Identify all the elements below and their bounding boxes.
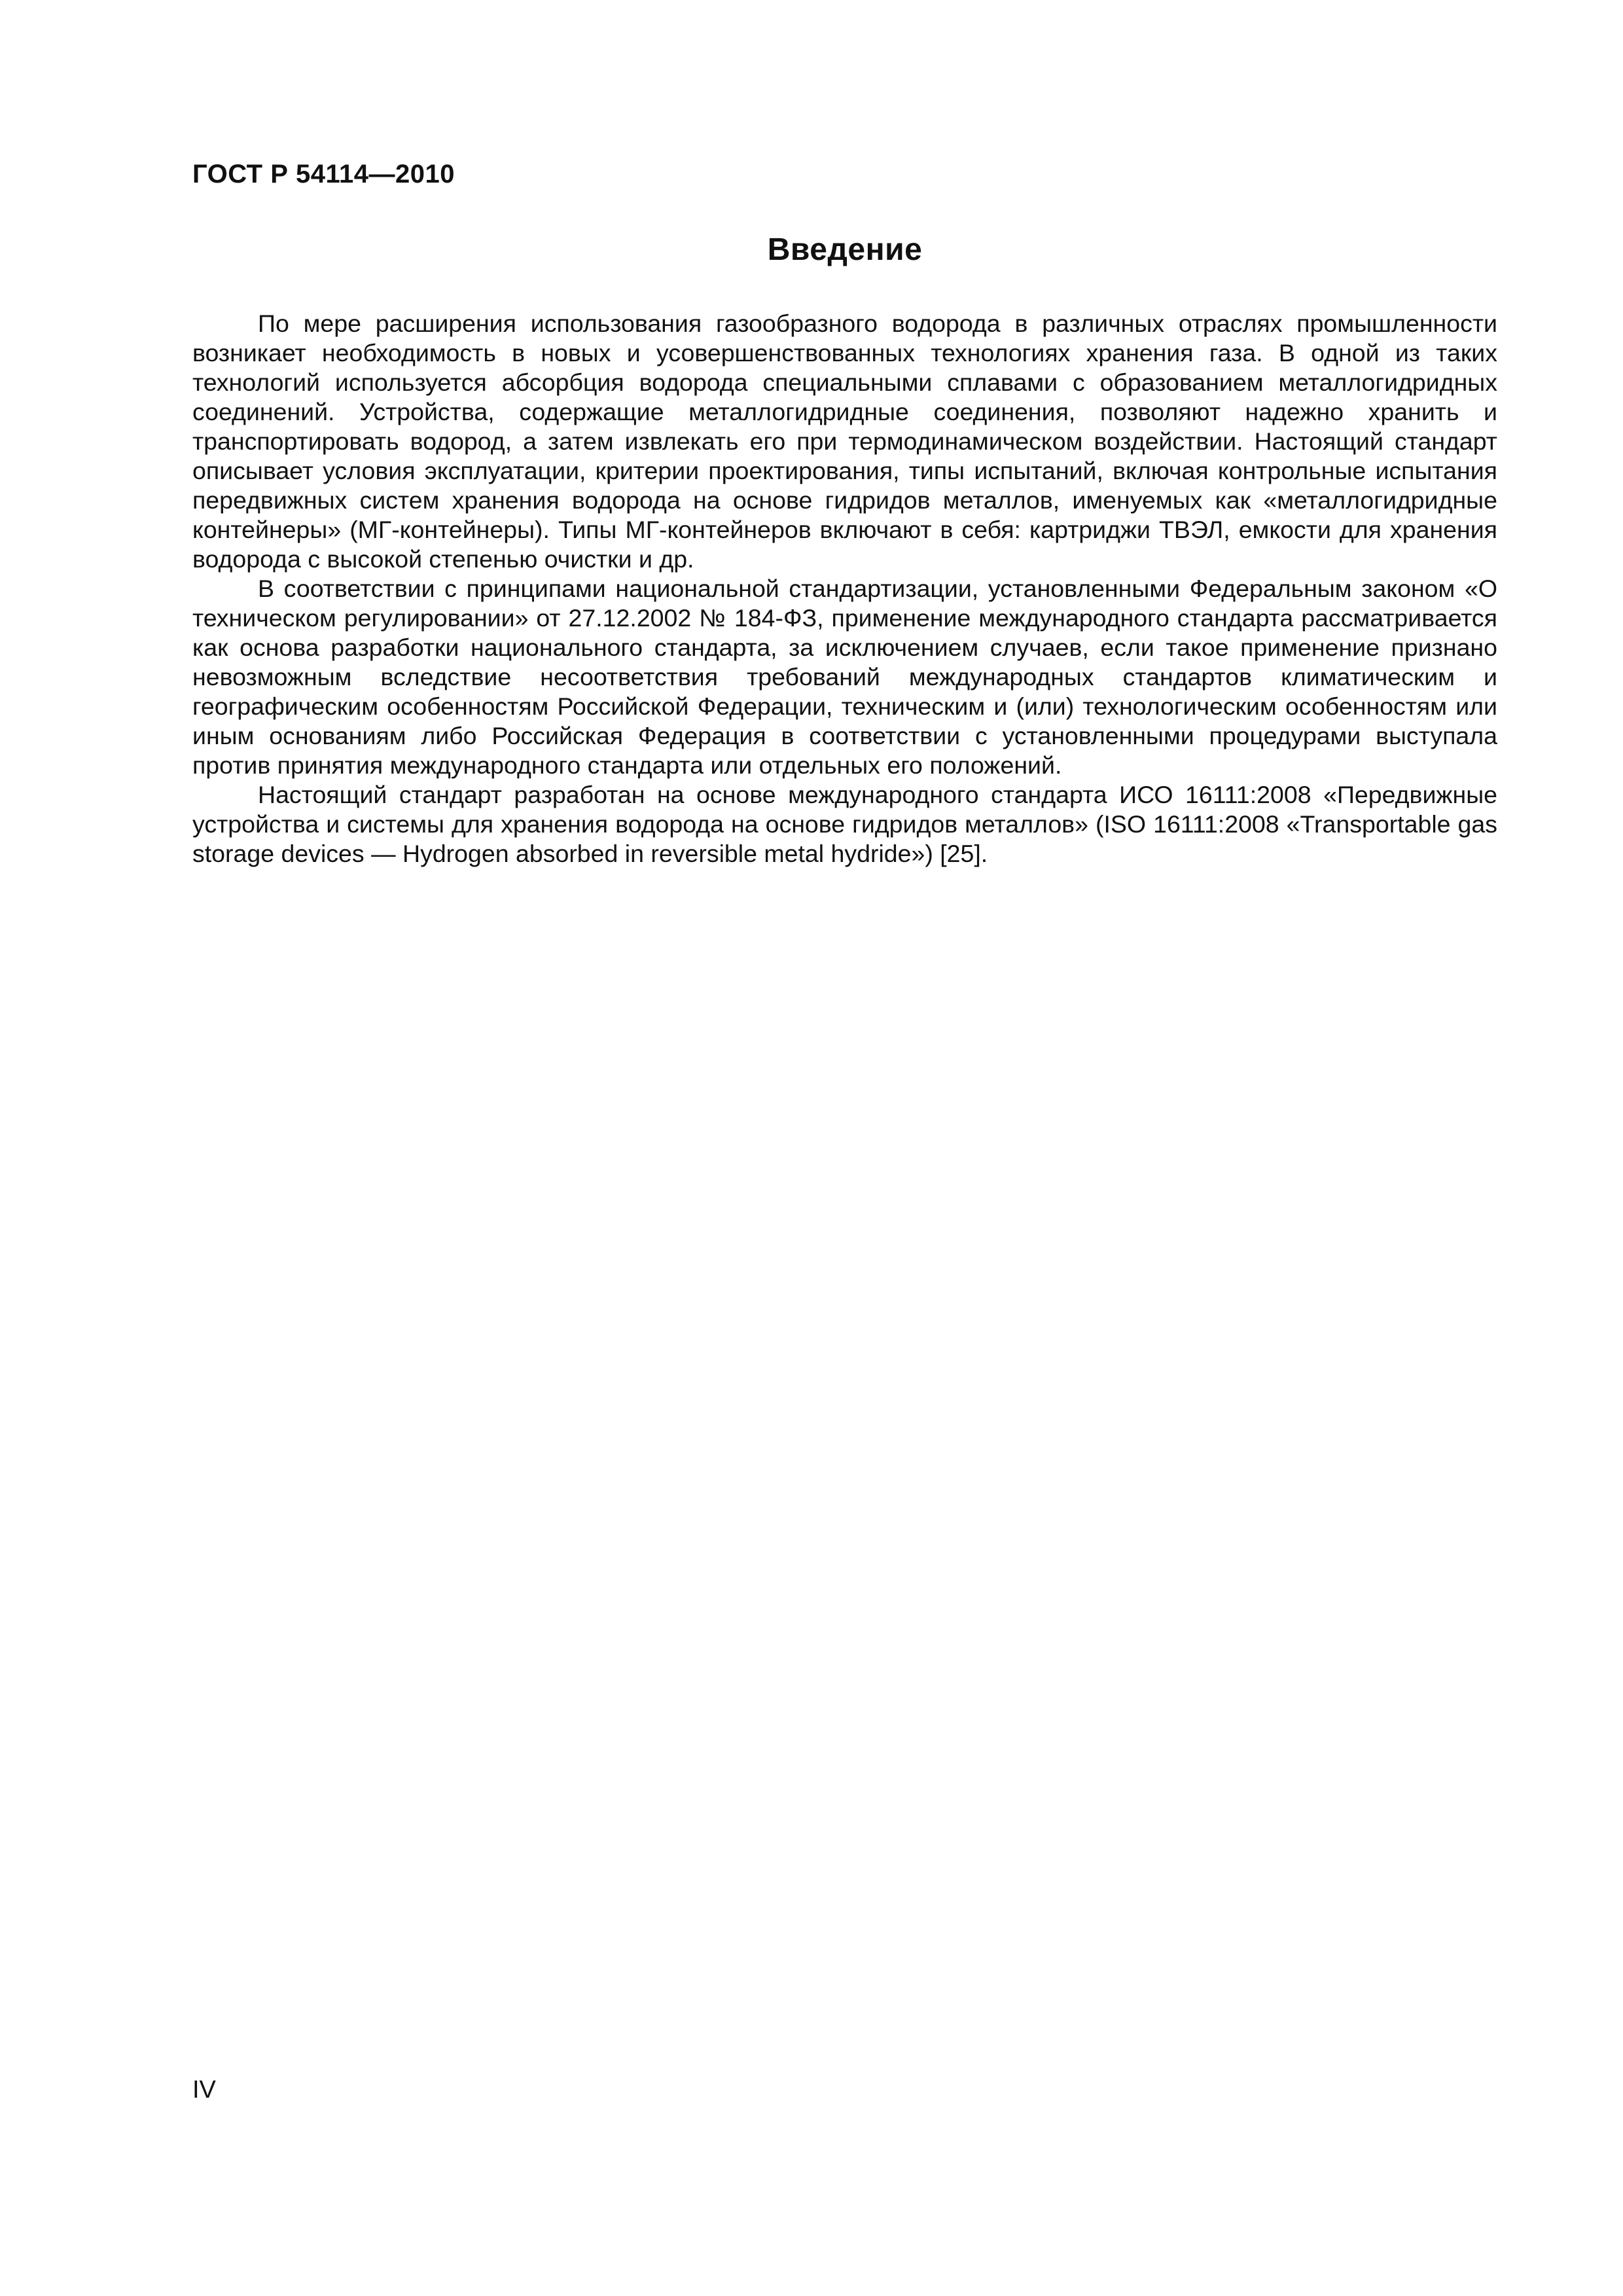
section-title: Введение [767, 232, 923, 267]
page-number: IV [192, 2076, 216, 2104]
paragraph-2: В соответствии с принципами национальной стандартизации, установленными Федеральным законом «О техническом регулировании» от 27.12.2002 № 184-ФЗ, применение международного стандарта рассматривается как основа разработки национального стандарта, за исключением случаев, если такое применение признано невозможным вследствие несоответствия требований международных стандартов климатическим и географическим особенностям Российской Федерации, техническим и (или) технологическим особенностям или иным основаниям либо Российская Федерация в соответствии с установленными процедурами выступала против принятия международного стандарта или отдельных его положений. [192, 575, 1497, 779]
body-text [192, 309, 1497, 869]
standard-code-header: ГОСТ Р 54114—2010 [192, 160, 455, 188]
paragraph-3: Настоящий стандарт разработан на основе международного стандарта ИСО 16111:2008 «Передвижные устройства и системы для хранения водорода на основе гидридов металлов» (ISO 16111:2008 «Transportable gas storage devices — Hydrogen absorbed in reversible metal hydride») [25]. [192, 781, 1497, 867]
paragraph-1: По мере расширения использования газообразного водорода в различных отраслях промышленности возникает необходимость в новых и усовершенствованных технологиях хранения газа. В одной из таких технологий используется абсорбция водорода специальными сплавами с образованием металлогидридных соединений. Устройства, содержащие металлогидридные соединения, позволяют надежно хранить и транспортировать водород, а затем извлекать его при термодинамическом воздействии. Настоящий стандарт описывает условия эксплуатации, критерии проектирования, типы испытаний, включая контрольные испытания передвижных систем хранения водорода на основе гидридов металлов, именуемых как «металлогидридные контейнеры» (МГ-контейнеры). Типы МГ-контейнеров включают в себя: картриджи ТВЭЛ, емкости для хранения водорода с высокой степенью очистки и др. [192, 310, 1497, 573]
